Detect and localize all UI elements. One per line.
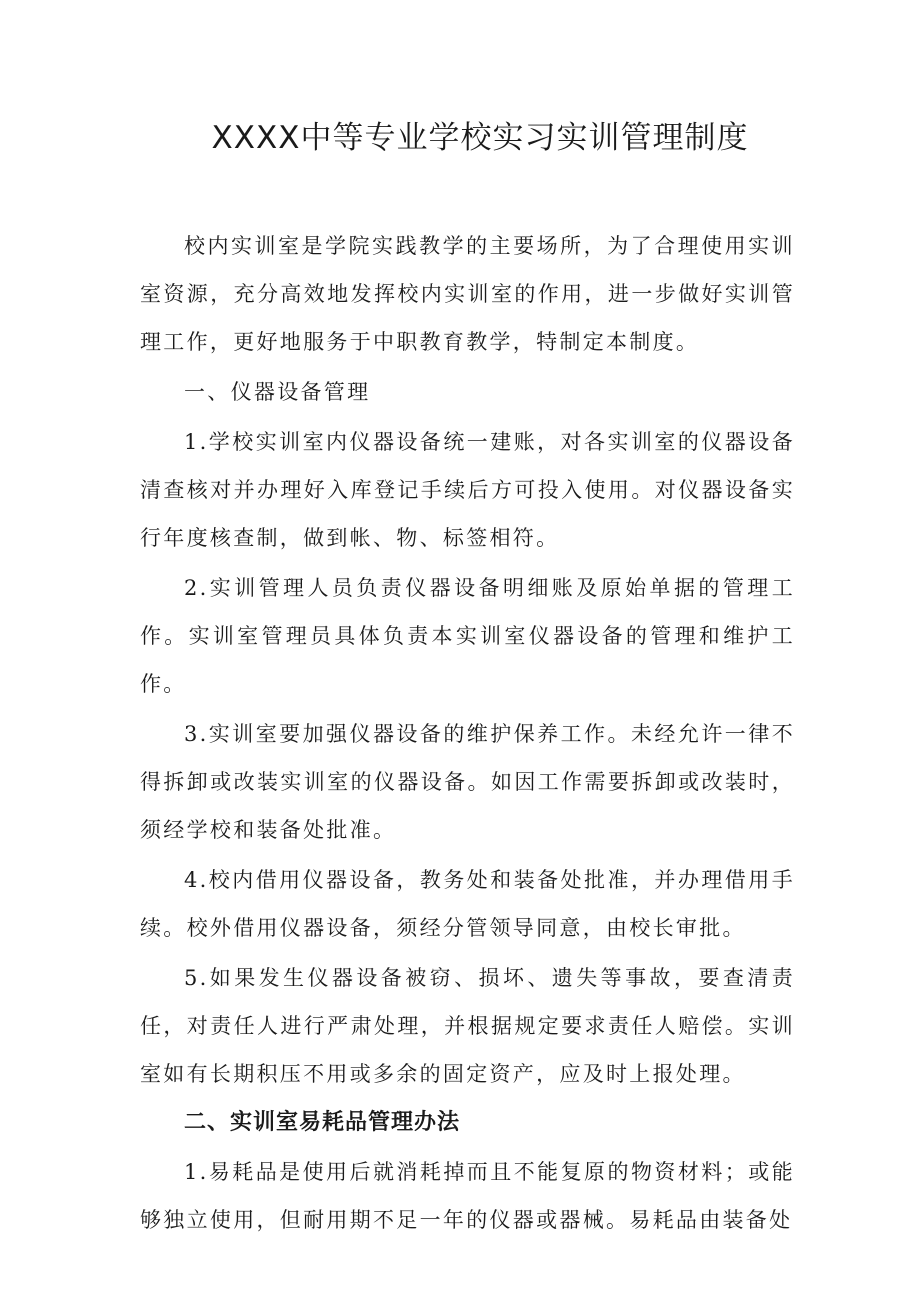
section-heading-equipment: 一、仪器设备管理 xyxy=(184,380,371,404)
document-body xyxy=(140,222,795,1244)
equipment-item-2: 2.实训管理人员负责仪器设备明细账及原始单据的管理工作。实训室管理员具体负责本实训室仪器设备的管理和维护工作。 xyxy=(140,576,795,696)
consumables-item-1: 1.易耗品是使用后就消耗掉而且不能复原的物资材料；或能够独立使用，但耐用期不足一年的仪器或器械。易耗品由装备处 xyxy=(140,1160,795,1232)
intro-paragraph: 校内实训室是学院实践教学的主要场所，为了合理使用实训室资源，充分高效地发挥校内实训室的作用，进一步做好实训管理工作，更好地服务于中职教育教学，特制定本制度。 xyxy=(140,234,795,354)
equipment-item-5: 5.如果发生仪器设备被窃、损坏、遗失等事故，要查清责任，对责任人进行严肃处理，并根据规定要求责任人赔偿。实训室如有长期积压不用或多余的固定资产，应及时上报处理。 xyxy=(140,966,795,1086)
document-title: XXXX中等专业学校实习实训管理制度 xyxy=(211,120,749,156)
section-heading-consumables: 二、实训室易耗品管理办法 xyxy=(184,1110,461,1135)
equipment-item-3: 3.实训室要加强仪器设备的维护保养工作。未经允许一律不得拆卸或改装实训室的仪器设备。如因工作需要拆卸或改装时，须经学校和装备处批准。 xyxy=(140,722,795,842)
equipment-item-4: 4.校内借用仪器设备，教务处和装备处批准，并办理借用手续。校外借用仪器设备，须经分管领导同意，由校长审批。 xyxy=(140,868,795,940)
equipment-item-1: 1.学校实训室内仪器设备统一建账，对各实训室的仪器设备清查核对并办理好入库登记手续后方可投入使用。对仪器设备实行年度核查制，做到帐、物、标签相符。 xyxy=(140,430,795,550)
